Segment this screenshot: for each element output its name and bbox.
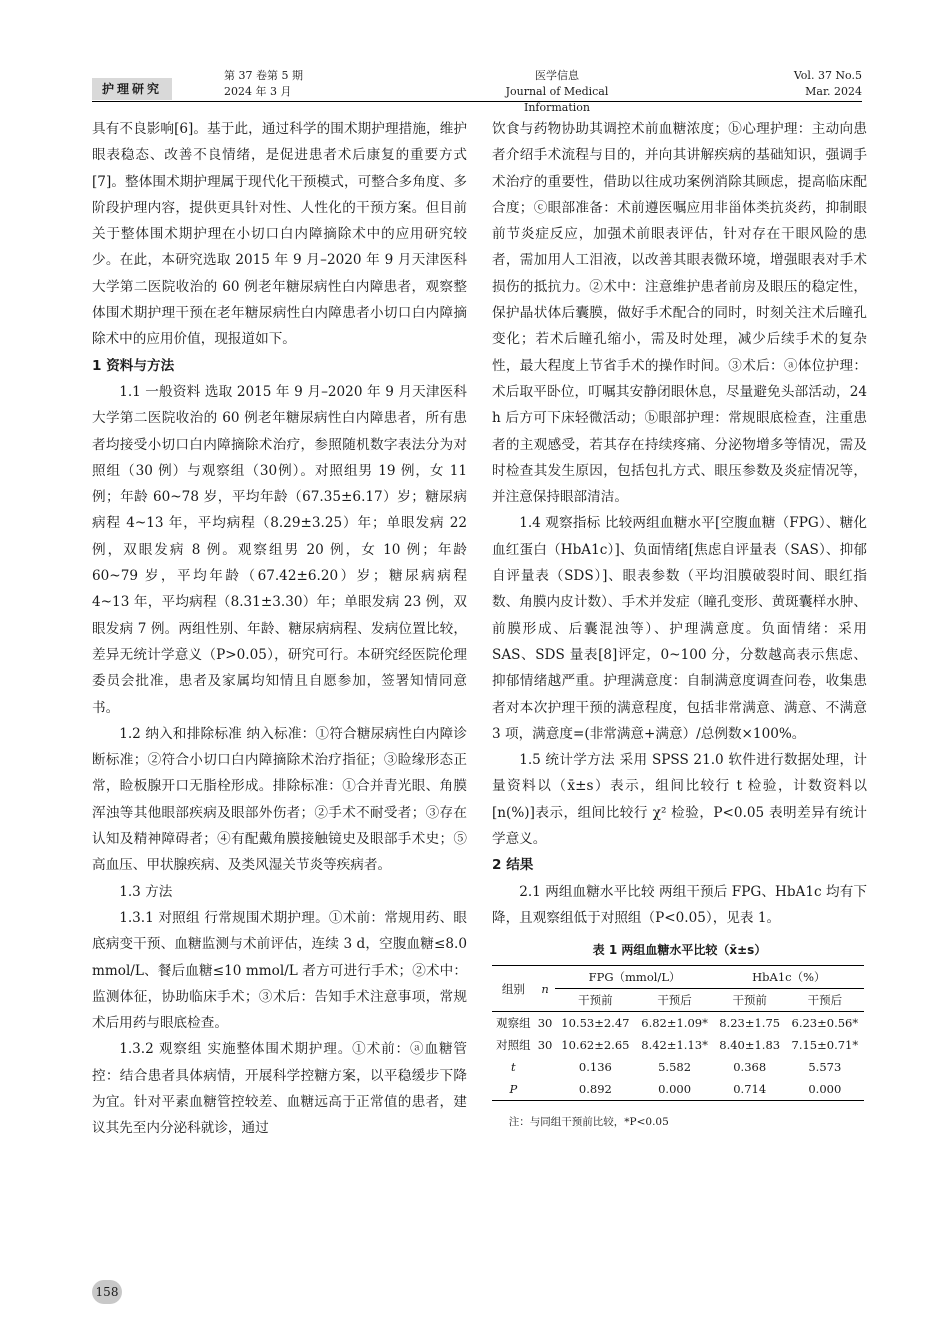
date-en: Mar. 2024 <box>805 85 862 98</box>
right-column <box>492 116 867 1131</box>
table-cell: 6.82±1.09* <box>641 1016 708 1031</box>
table-cell: 对照组 <box>496 1038 531 1053</box>
table-cell <box>535 1078 556 1101</box>
table-row <box>492 1056 864 1078</box>
volume-cn: 第 37 卷第 5 期 <box>224 69 303 82</box>
table-cell: 0.000 <box>658 1082 692 1097</box>
table-cell: 30 <box>537 1038 553 1053</box>
table-cell: 5.573 <box>808 1060 842 1075</box>
left-column <box>92 116 467 1142</box>
th-post: 干预后 <box>657 993 692 1008</box>
table-row <box>492 1034 864 1056</box>
date-cn: 2024 年 3 月 <box>224 85 292 98</box>
volume-info-en <box>794 68 862 100</box>
table-cell: 8.42±1.13* <box>641 1038 708 1053</box>
table-note: 注：与同组干预前比较，*P<0.05 <box>508 1116 669 1129</box>
paragraph-general-data: 1.1 一般资料 选取 2015 年 9 月–2020 年 9 月天津医科大学第二医院收治的 60 例老年糖尿病性白内障患者，所有患者均接受小切口白内障摘除术治疗，参照随机数字表法分为对照组（30 例）与观察组（30例）。对照组男 19 例，女 11 例；年龄 60~78 岁，平均年龄（67.35±6.17）岁；糖尿病病程 4~13 年，平均病程（8.29±3.25）年；单眼发病 22 例，双眼发病 8 例。观察组男 20 例，女 10 例；年龄 60~79 岁，平均年龄（67.42±6.20）岁；糖尿病病程 4~13 年，平均病程（8.31±3.30）年；单眼发病 23 例，双眼发病 7 例。两组性别、年龄、糖尿病病程、发病位置比较，差异无统计学意义（P>0.05），研究可行。本研究经医院伦理委员会批准，患者及家属均知情且自愿参加，签署知情同意书。 <box>92 383 467 716</box>
section-heading-methods: 1 资料与方法 <box>92 357 175 374</box>
table-row <box>492 1078 864 1101</box>
volume-en: Vol. 37 No.5 <box>793 69 862 82</box>
paragraph-continued: 饮食与药物协助其调控术前血糖浓度；ⓑ心理护理：主动向患者介绍手术流程与目的，并向其讲解疾病的基础知识，强调手术治疗的重要性，借助以往成功案例消除其顾虑，提高临床配合度；ⓒ眼部准备：术前遵医嘱应用非甾体类抗炎药，抑制眼前节炎症反应，加强术前眼表评估，针对存在干眼风险的患者，需加用人工泪液，以改善其眼表微环境，增强眼表对手术损伤的抵抗力。②术中：注意维护患者前房及眼压的稳定性，保护晶状体后囊膜，做好手术配合的同时，时刻关注术后瞳孔变化；若术后瞳孔缩小，需及时处理，减少后续手术的复杂性，最大程度上节省手术的操作时间。③术后：ⓐ体位护理：术后取平卧位，叮嘱其安静闭眼休息，尽量避免头部活动，24 h 后方可下床轻微活动；ⓑ眼部护理：常规眼底检查，注重患者的主观感受，若其存在持续疼痛、分泌物增多等情况，需及时检查其发生原因，包括包扎方式、眼压参数及炎症情况等，并注意保持眼部清洁。 <box>492 121 867 506</box>
paragraph-observation-group: 1.3.2 观察组 实施整体围术期护理。①术前：ⓐ血糖管控：结合患者具体病情，开展科学控糖方案，以平稳缓步下降为宜。针对平素血糖管控较差、血糖远高于正常值的患者，建议其先至内分泌科就诊，通过 <box>92 1041 467 1137</box>
intro-paragraph: 具有不良影响[6]。基于此，通过科学的围术期护理措施，维护眼表稳态、改善不良情绪，是促进患者术后康复的重要方式[7]。整体围术期护理属于现代化干预模式，可整合多角度、多阶段护理内容，提供更具针对性、人性化的干预方案。但目前关于整体围术期护理在小切口白内障摘除术中的应用研究较少。在此，本研究选取 2015 年 9 月–2020 年 9 月天津医科大学第二医院收治的 60 例老年糖尿病性白内障患者，观察整体围术期护理干预在老年糖尿病性白内障患者小切口白内障摘除术中的应用价值，现报道如下。 <box>92 121 467 348</box>
table-cell: 10.53±2.47 <box>561 1016 630 1031</box>
table-cell <box>535 1056 556 1078</box>
paragraph-statistics: 1.5 统计学方法 采用 SPSS 21.0 软件进行数据处理，计量资料以（x̄±s）表示，组间比较行 t 检验，计数资料以[n(%)]表示，组间比较行 χ² 检验，P<0.05 表明差异有统计学意义。 <box>492 752 867 848</box>
journal-title <box>472 68 642 116</box>
table-cell: 0.136 <box>578 1060 612 1075</box>
data-table <box>492 965 864 1101</box>
table-cell: 0.368 <box>733 1060 767 1075</box>
th-n: n <box>535 966 556 1012</box>
table-cell: 观察组 <box>496 1016 531 1031</box>
volume-info-cn <box>224 68 303 100</box>
table-cell: 30 <box>537 1016 553 1031</box>
table-cell: P <box>509 1082 518 1097</box>
subheading-methods: 1.3 方法 <box>119 883 173 900</box>
th-group: 组别 <box>492 966 535 1012</box>
th-fpg: FPG（mmol/L） <box>555 966 713 989</box>
table-row <box>492 1012 864 1035</box>
paragraph-criteria: 1.2 纳入和排除标准 纳入标准：①符合糖尿病性白内障诊断标准；②符合小切口白内障摘除术治疗指征；③睑缘形态正常，睑板腺开口无脂栓形成。排除标准：①合并青光眼、角膜浑浊等其他眼部疾病及眼部外伤者；②手术不耐受者；③存在认知及精神障碍者；④有配戴角膜接触镜史及眼部手术史；⑤高血压、甲状腺疾病、及类风湿关节炎等疾病者。 <box>92 725 467 874</box>
paragraph-indicators: 1.4 观察指标 比较两组血糖水平[空腹血糖（FPG）、糖化血红蛋白（HbA1c）]、负面情绪[焦虑自评量表（SAS）、抑郁自评量表（SDS）]、眼表参数（平均泪膜破裂时间、眼红指数、角膜内皮计数）、手术并发症（瞳孔变形、黄斑囊样水肿、前膜形成、后囊混浊等）、护理满意度。负面情绪：采用 SAS、SDS 量表[8]评定，0~100 分，分数越高表示焦虑、抑郁情绪越严重。护理满意度：自制满意度调查问卷，收集患者对本次护理干预的满意程度，包括非常满意、满意、不满意 3 项，满意度=(非常满意+满意）/总例数×100%。 <box>492 515 867 742</box>
table-cell: 0.714 <box>733 1082 767 1097</box>
th-pre: 干预前 <box>578 993 613 1008</box>
table-cell: 0.000 <box>808 1082 842 1097</box>
header-rule <box>92 101 862 102</box>
section-heading-results: 2 结果 <box>492 857 534 874</box>
table-cell: 6.23±0.56* <box>791 1016 859 1031</box>
table-cell: 8.23±1.75 <box>719 1016 781 1031</box>
table-cell: t <box>511 1060 516 1075</box>
table-cell: 10.62±2.65 <box>561 1038 630 1053</box>
page-number: 158 <box>92 1280 122 1304</box>
th-post: 干预后 <box>807 993 843 1008</box>
table-cell: 0.892 <box>578 1082 612 1097</box>
th-pre: 干预前 <box>732 993 767 1008</box>
paragraph-results-2-1: 2.1 两组血糖水平比较 两组干预后 FPG、HbA1c 均有下降，且观察组低于对照组（P<0.05），见表 1。 <box>492 883 867 926</box>
paragraph-control-group: 1.3.1 对照组 行常规围术期护理。①术前：常规用药、眼底病变干预、血糖监测与术前评估，连续 3 d，空腹血糖≤8.0 mmol/L、餐后血糖≤10 mmol/L 者方可进行手术；②术中：监测体征，协助临床手术；③术后：告知手术注意事项，常规术后用药与眼底检查。 <box>92 909 467 1032</box>
page-header <box>92 64 862 114</box>
journal-en: Journal of Medical Information <box>505 85 609 114</box>
table-cell: 5.582 <box>658 1060 692 1075</box>
journal-cn: 医学信息 <box>535 69 579 82</box>
th-hba1c: HbA1c（%） <box>714 966 864 989</box>
section-badge: 护理研究 <box>92 78 172 100</box>
table-cell: 8.40±1.83 <box>719 1038 781 1053</box>
table-title: 表 1 两组血糖水平比较（x̄±s） <box>592 943 767 958</box>
table-cell: 7.15±0.71* <box>791 1038 859 1053</box>
